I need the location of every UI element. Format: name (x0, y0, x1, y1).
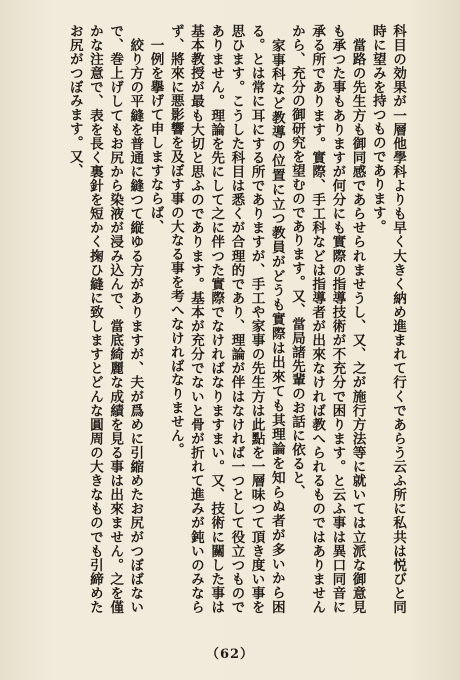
paragraph: 科目の効果が一層他學科よりも早く大きく納め進まれて行くであらう云ふ所に私共は悦びと同時に望みを持つものであります。 (369, 24, 406, 614)
paragraph: 一例を擧げて申しますならば、 (147, 24, 164, 234)
paragraph: 當路の先生方も御同感であらせられませうし、又、之が施行方法等に就いては立派な御意見も承つた事もありますが何分にも實際の指導技術が不充分で困ります。と云ふ事は異口同音に承る所であります。實際、手工科などは指導者が出來なければ教へられるものではありませんから、充分の御研究を望むのであります。又、當局諸先輩のお話に依ると、 (288, 24, 366, 614)
vertical-text-block (44, 24, 408, 614)
paragraph: 家事科など教導の位置に立つ教員がどうも實際は出來ても其理論を知らぬ者が多いから困る。とは常に耳にする所でありますが、手工や家事の先生方は此點を一層味つて頂き度い事を思ひます。こうした科目は悉くが合理的であり、理論が伴はなければ一つとして役立つものでありません。理論を先にして之に伴つた實際でなければなりますまい。又、技術に關した事は基本教授が最も大切と思ふのであります。基本が充分でないと骨が折れて進みが鈍いのみならず、將來に悪影響を及ぼす事の大なる事を考へなければなりません。 (167, 24, 285, 614)
page-number: （62） (205, 647, 255, 662)
paragraph: 絞り方の平縫を普通に縫つて縦ゆる方がありますが、夫が爲めに引縮めたお尻がつぼばないで、巻上げしてもお尻から染液が浸み込んで、當底綺麗な成績を見る事は出來ません。之を僅かな注意で、表を長く裏針を短かく掬ひ縫に致しますとどんな圓周の大きなものでも引締めたお尻がつぼみます。又、 (66, 24, 144, 614)
